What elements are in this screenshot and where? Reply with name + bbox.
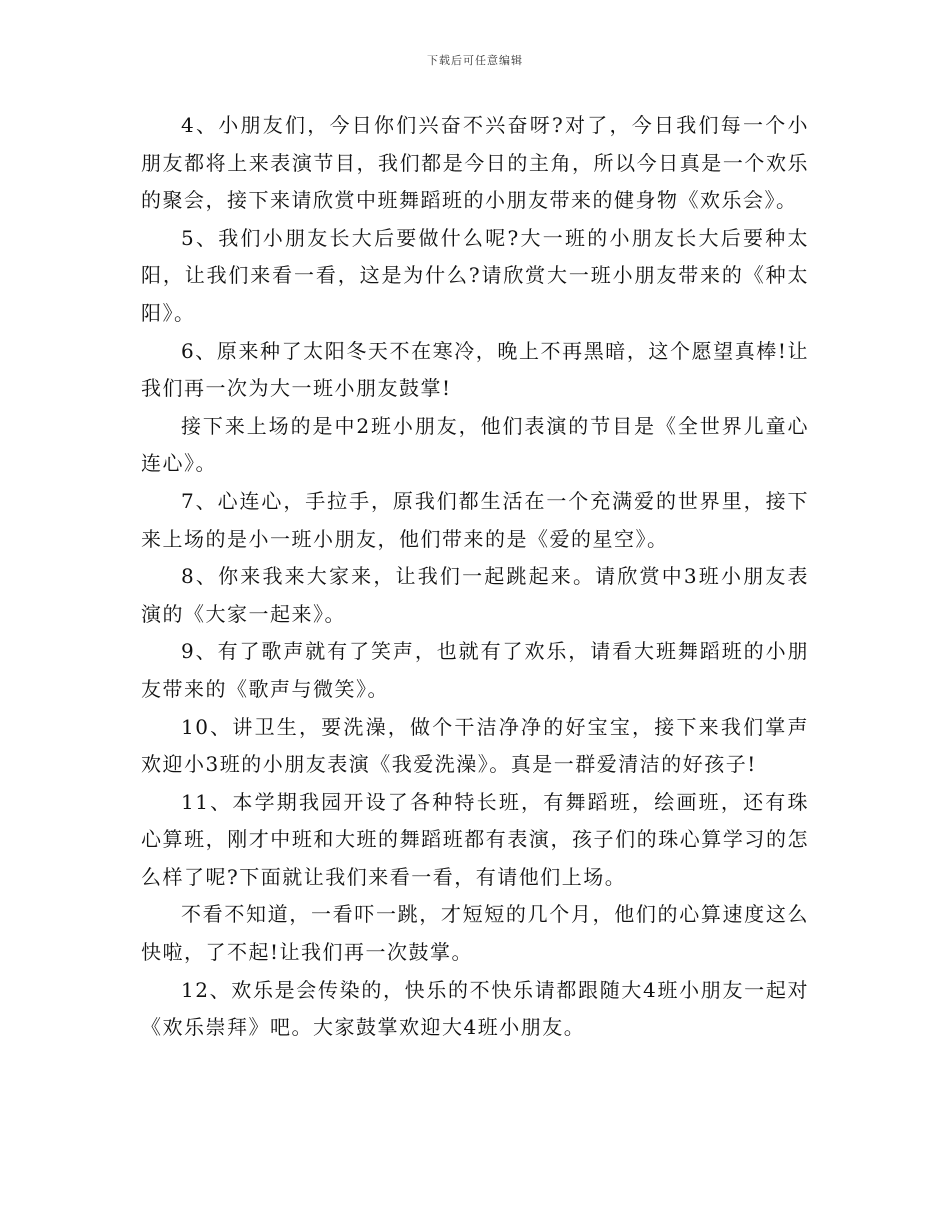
paragraph: 5、我们小朋友长大后要做什么呢?大一班的小朋友长大后要种太阳，让我们来看一看，这是为什么?请欣赏大一班小朋友带来的《种太阳》。 [141, 225, 809, 325]
page-header: 下载后可任意编辑 [427, 54, 523, 67]
paragraph: 接下来上场的是中2班小朋友，他们表演的节目是《全世界儿童心连心》。 [141, 413, 809, 476]
paragraph: 6、原来种了太阳冬天不在寒冷，晚上不再黑暗，这个愿望真棒!让我们再一次为大一班小朋友鼓掌! [141, 338, 809, 401]
paragraph: 10、讲卫生，要洗澡，做个干洁净净的好宝宝，接下来我们掌声欢迎小3班的小朋友表演《我爱洗澡》。真是一群爱清洁的好孩子! [141, 714, 809, 777]
paragraph: 8、你来我来大家来，让我们一起跳起来。请欣赏中3班小朋友表演的《大家一起来》。 [141, 564, 809, 626]
paragraph: 4、小朋友们，今日你们兴奋不兴奋呀?对了，今日我们每一个小朋友都将上来表演节目，我们都是今日的主角，所以今日真是一个欢乐的聚会，接下来请欣赏中班舞蹈班的小朋友带来的健身物《欢乐会》。 [141, 113, 809, 213]
document-body [141, 107, 809, 1047]
paragraph: 12、欢乐是会传染的，快乐的不快乐请都跟随大4班小朋友一起对《欢乐崇拜》吧。大家鼓掌欢迎大4班小朋友。 [141, 977, 809, 1040]
paragraph: 11、本学期我园开设了各种特长班，有舞蹈班，绘画班，还有珠心算班，刚才中班和大班的舞蹈班都有表演，孩子们的珠心算学习的怎么样了呢?下面就让我们来看一看，有请他们上场。 [141, 789, 809, 889]
paragraph: 不看不知道，一看吓一跳，才短短的几个月，他们的心算速度这么快啦，了不起!让我们再一次鼓掌。 [141, 902, 809, 965]
paragraph: 7、心连心，手拉手，原我们都生活在一个充满爱的世界里，接下来上场的是小一班小朋友，他们带来的是《爱的星空》。 [141, 488, 809, 551]
paragraph: 9、有了歌声就有了笑声，也就有了欢乐，请看大班舞蹈班的小朋友带来的《歌声与微笑》。 [141, 639, 809, 701]
